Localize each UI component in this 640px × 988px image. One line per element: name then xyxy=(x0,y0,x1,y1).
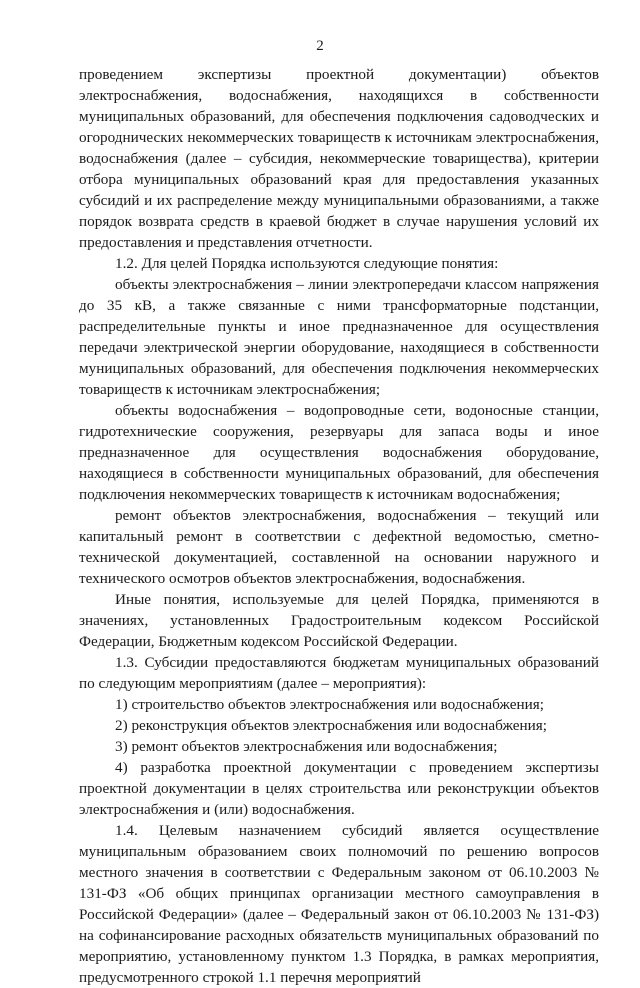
page-number: 2 xyxy=(316,38,324,54)
paragraph: 2) реконструкция объектов электроснабжения или водоснабжения; xyxy=(115,717,547,734)
paragraph: объекты водоснабжения – водопроводные сети, водоносные станции, гидротехнические сооружения, резервуары для запаса воды и иное предназначенное для осуществления водоснабжения оборудование, находящиеся в собственности муниципальных образований, для обеспечения подключения некоммерческих товариществ к источникам водоснабжения; xyxy=(79,402,599,503)
paragraph: 3) ремонт объектов электроснабжения или водоснабжения; xyxy=(115,738,498,755)
paragraph: ремонт объектов электроснабжения, водоснабжения – текущий или капитальный ремонт в соответствии с дефектной ведомостью, сметно-технической документацией, составленной на основании наружного и технического осмотров объектов электроснабжения, водоснабжения. xyxy=(79,507,599,587)
paragraph: 1.3. Субсидии предоставляются бюджетам муниципальных образований по следующим мероприятиям (далее – мероприятия): xyxy=(79,654,599,692)
paragraph: Иные понятия, используемые для целей Порядка, применяются в значениях, установленных Градостроительным кодексом Российской Федерации, Бюджетным кодексом Российской Федерации. xyxy=(79,591,599,650)
paragraph: 1) строительство объектов электроснабжения или водоснабжения; xyxy=(115,696,544,713)
paragraph: 4) разработка проектной документации с проведением экспертизы проектной документации в целях строительства или реконструкции объектов электроснабжения и (или) водоснабжения. xyxy=(79,759,599,818)
paragraph: 1.4. Целевым назначением субсидий является осуществление муниципальным образованием своих полномочий по решению вопросов местного значения в соответствии с Федеральным законом от 06.10.2003 № 131-ФЗ «Об общих принципах организации местного самоуправления в Российской Федерации» (далее – Федеральный закон от 06.10.2003 № 131-ФЗ) на софинансирование расходных обязательств муниципальных образований по мероприятию, установленному пунктом 1.3 Порядка, в рамках мероприятия, предусмотренного строкой 1.1 перечня мероприятий xyxy=(79,822,599,986)
paragraph: объекты электроснабжения – линии электропередачи классом напряжения до 35 кВ, а также связанные с ними трансформаторные подстанции, распределительные пункты и иное предназначенное для осуществления передачи электрической энергии оборудование, находящиеся в собственности муниципальных образований, для обеспечения подключения некоммерческих товариществ к источникам электроснабжения; xyxy=(79,276,599,398)
document-body xyxy=(79,64,599,988)
paragraph: 1.2. Для целей Порядка используются следующие понятия: xyxy=(115,255,499,272)
paragraph: проведением экспертизы проектной документации) объектов электроснабжения, водоснабжения, находящихся в собственности муниципальных образований, для обеспечения подключения садоводческих и огороднических некоммерческих товариществ к источникам электроснабжения, водоснабжения (далее – субсидия, некоммерческие товарищества), критерии отбора муниципальных образований края для предоставления указанных субсидий и их распределение между муниципальными образованиями, а также порядок возврата средств в краевой бюджет в случае нарушения условий их предоставления и представления отчетности. xyxy=(79,66,599,251)
